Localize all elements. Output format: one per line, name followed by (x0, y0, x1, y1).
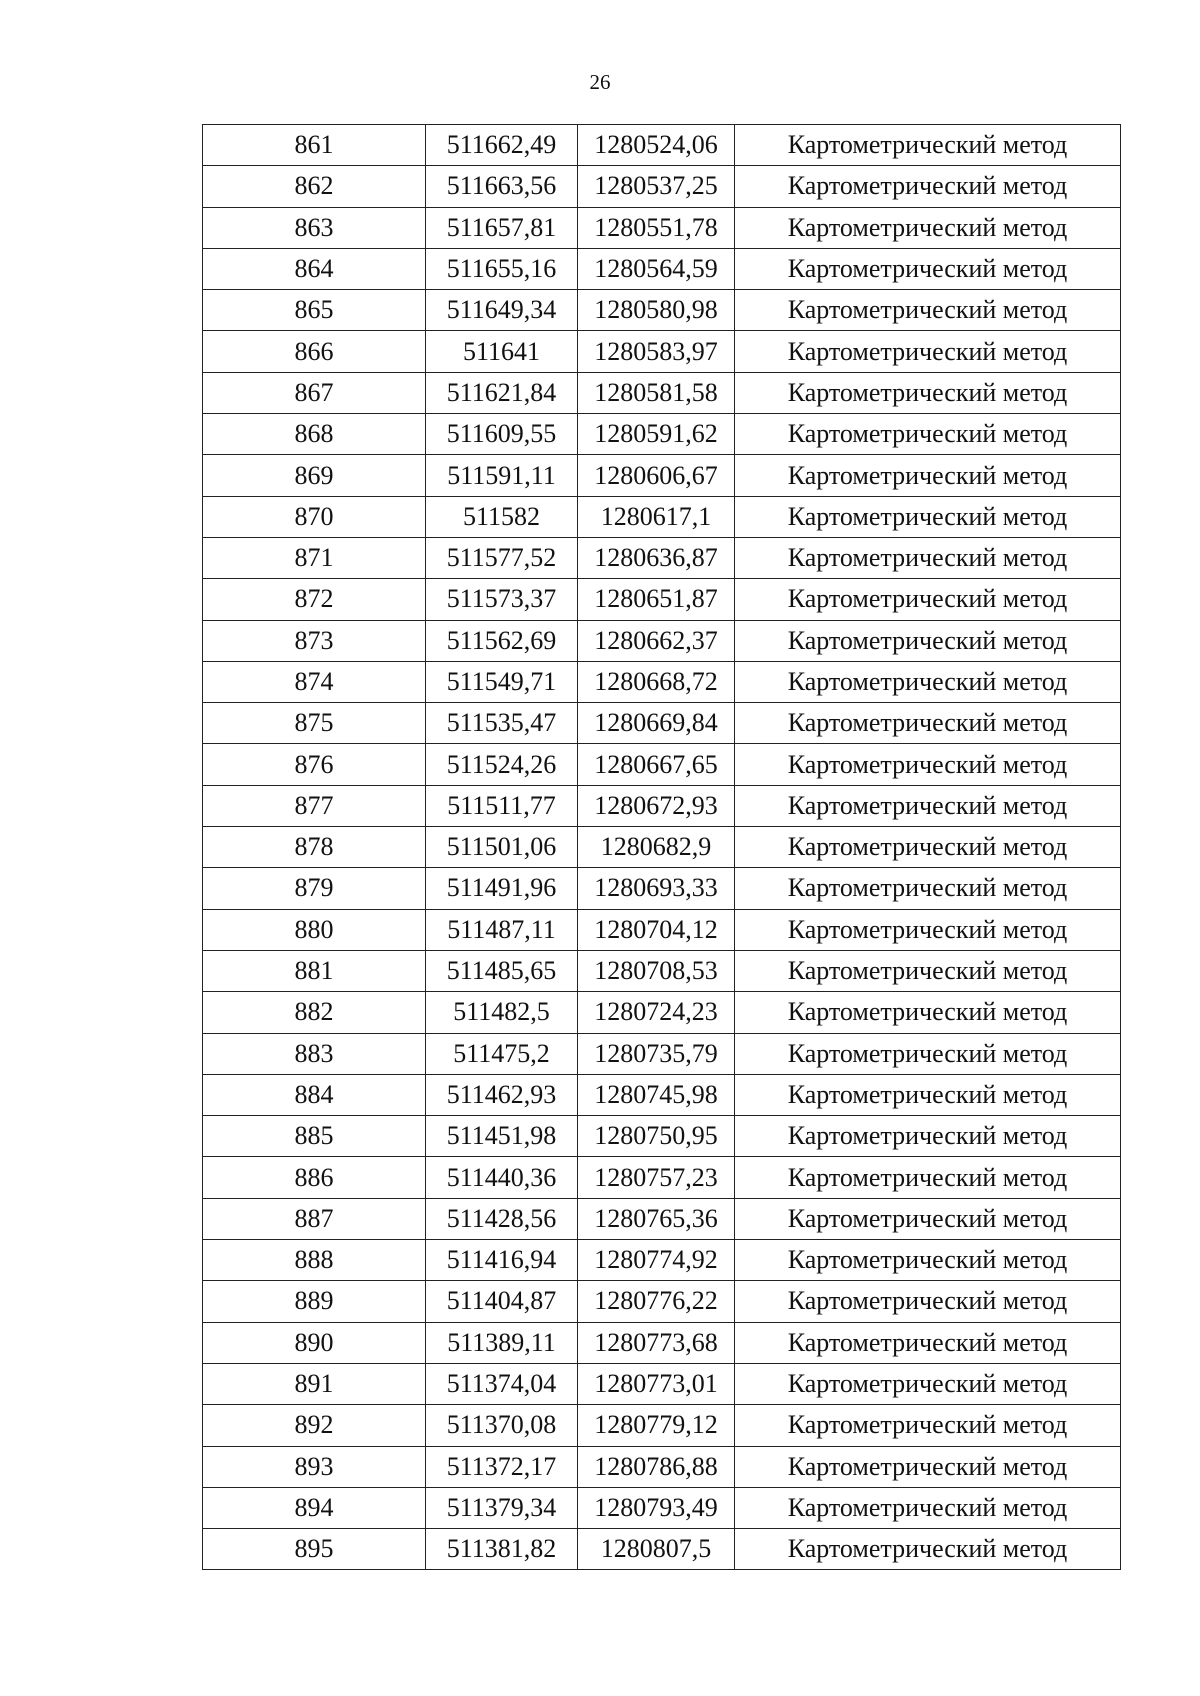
y-coordinate-cell: 1280667,65 (578, 744, 735, 785)
x-coordinate-cell: 511379,34 (426, 1487, 578, 1528)
method-cell: Картометрический метод (735, 1157, 1121, 1198)
point-number-cell: 883 (203, 1033, 426, 1074)
method-cell: Картометрический метод (735, 703, 1121, 744)
y-coordinate-cell: 1280786,88 (578, 1446, 735, 1487)
point-number-cell: 888 (203, 1240, 426, 1281)
method-cell: Картометрический метод (735, 290, 1121, 331)
x-coordinate-cell: 511451,98 (426, 1116, 578, 1157)
y-coordinate-cell: 1280672,93 (578, 785, 735, 826)
method-cell: Картометрический метод (735, 1363, 1121, 1404)
point-number-cell: 870 (203, 496, 426, 537)
coordinates-table-body (203, 125, 1121, 1570)
table-row (203, 703, 1121, 744)
method-cell: Картометрический метод (735, 166, 1121, 207)
y-coordinate-cell: 1280581,58 (578, 372, 735, 413)
method-cell: Картометрический метод (735, 620, 1121, 661)
method-cell: Картометрический метод (735, 909, 1121, 950)
x-coordinate-cell: 511549,71 (426, 661, 578, 702)
y-coordinate-cell: 1280750,95 (578, 1116, 735, 1157)
y-coordinate-cell: 1280682,9 (578, 827, 735, 868)
y-coordinate-cell: 1280708,53 (578, 950, 735, 991)
method-cell: Картометрический метод (735, 455, 1121, 496)
point-number-cell: 874 (203, 661, 426, 702)
y-coordinate-cell: 1280704,12 (578, 909, 735, 950)
y-coordinate-cell: 1280617,1 (578, 496, 735, 537)
y-coordinate-cell: 1280583,97 (578, 331, 735, 372)
y-coordinate-cell: 1280779,12 (578, 1405, 735, 1446)
table-row (203, 125, 1121, 166)
table-row (203, 992, 1121, 1033)
point-number-cell: 866 (203, 331, 426, 372)
table-row (203, 909, 1121, 950)
y-coordinate-cell: 1280537,25 (578, 166, 735, 207)
point-number-cell: 894 (203, 1487, 426, 1528)
x-coordinate-cell: 511462,93 (426, 1074, 578, 1115)
method-cell: Картометрический метод (735, 207, 1121, 248)
method-cell: Картометрический метод (735, 331, 1121, 372)
table-row (203, 372, 1121, 413)
x-coordinate-cell: 511562,69 (426, 620, 578, 661)
point-number-cell: 868 (203, 414, 426, 455)
point-number-cell: 882 (203, 992, 426, 1033)
x-coordinate-cell: 511381,82 (426, 1529, 578, 1570)
method-cell: Картометрический метод (735, 1529, 1121, 1570)
table-row (203, 248, 1121, 289)
y-coordinate-cell: 1280776,22 (578, 1281, 735, 1322)
x-coordinate-cell: 511475,2 (426, 1033, 578, 1074)
y-coordinate-cell: 1280745,98 (578, 1074, 735, 1115)
x-coordinate-cell: 511609,55 (426, 414, 578, 455)
table-row (203, 1405, 1121, 1446)
y-coordinate-cell: 1280765,36 (578, 1198, 735, 1239)
point-number-cell: 867 (203, 372, 426, 413)
method-cell: Картометрический метод (735, 661, 1121, 702)
point-number-cell: 890 (203, 1322, 426, 1363)
method-cell: Картометрический метод (735, 785, 1121, 826)
y-coordinate-cell: 1280774,92 (578, 1240, 735, 1281)
y-coordinate-cell: 1280551,78 (578, 207, 735, 248)
x-coordinate-cell: 511491,96 (426, 868, 578, 909)
coordinates-table (202, 124, 1121, 1570)
x-coordinate-cell: 511485,65 (426, 950, 578, 991)
point-number-cell: 884 (203, 1074, 426, 1115)
y-coordinate-cell: 1280807,5 (578, 1529, 735, 1570)
table-row (203, 950, 1121, 991)
method-cell: Картометрический метод (735, 125, 1121, 166)
table-row (203, 1074, 1121, 1115)
point-number-cell: 875 (203, 703, 426, 744)
table-row (203, 1281, 1121, 1322)
y-coordinate-cell: 1280773,01 (578, 1363, 735, 1404)
point-number-cell: 889 (203, 1281, 426, 1322)
y-coordinate-cell: 1280636,87 (578, 537, 735, 578)
y-coordinate-cell: 1280524,06 (578, 125, 735, 166)
y-coordinate-cell: 1280662,37 (578, 620, 735, 661)
point-number-cell: 873 (203, 620, 426, 661)
y-coordinate-cell: 1280669,84 (578, 703, 735, 744)
point-number-cell: 895 (203, 1529, 426, 1570)
method-cell: Картометрический метод (735, 414, 1121, 455)
table-row (203, 744, 1121, 785)
method-cell: Картометрический метод (735, 1240, 1121, 1281)
method-cell: Картометрический метод (735, 1446, 1121, 1487)
table-row (203, 785, 1121, 826)
table-row (203, 661, 1121, 702)
method-cell: Картометрический метод (735, 950, 1121, 991)
table-row (203, 868, 1121, 909)
x-coordinate-cell: 511389,11 (426, 1322, 578, 1363)
y-coordinate-cell: 1280793,49 (578, 1487, 735, 1528)
table-row (203, 1157, 1121, 1198)
point-number-cell: 865 (203, 290, 426, 331)
point-number-cell: 872 (203, 579, 426, 620)
table-row (203, 1529, 1121, 1570)
table-row (203, 1116, 1121, 1157)
y-coordinate-cell: 1280735,79 (578, 1033, 735, 1074)
table-row (203, 827, 1121, 868)
method-cell: Картометрический метод (735, 1198, 1121, 1239)
point-number-cell: 886 (203, 1157, 426, 1198)
method-cell: Картометрический метод (735, 992, 1121, 1033)
x-coordinate-cell: 511372,17 (426, 1446, 578, 1487)
y-coordinate-cell: 1280606,67 (578, 455, 735, 496)
x-coordinate-cell: 511482,5 (426, 992, 578, 1033)
point-number-cell: 862 (203, 166, 426, 207)
point-number-cell: 863 (203, 207, 426, 248)
x-coordinate-cell: 511657,81 (426, 207, 578, 248)
point-number-cell: 880 (203, 909, 426, 950)
method-cell: Картометрический метод (735, 1116, 1121, 1157)
x-coordinate-cell: 511524,26 (426, 744, 578, 785)
method-cell: Картометрический метод (735, 1322, 1121, 1363)
method-cell: Картометрический метод (735, 372, 1121, 413)
x-coordinate-cell: 511370,08 (426, 1405, 578, 1446)
x-coordinate-cell: 511649,34 (426, 290, 578, 331)
table-row (203, 1446, 1121, 1487)
table-row (203, 1487, 1121, 1528)
method-cell: Картометрический метод (735, 1033, 1121, 1074)
x-coordinate-cell: 511582 (426, 496, 578, 537)
method-cell: Картометрический метод (735, 744, 1121, 785)
x-coordinate-cell: 511501,06 (426, 827, 578, 868)
x-coordinate-cell: 511621,84 (426, 372, 578, 413)
method-cell: Картометрический метод (735, 537, 1121, 578)
method-cell: Картометрический метод (735, 579, 1121, 620)
x-coordinate-cell: 511535,47 (426, 703, 578, 744)
table-row (203, 579, 1121, 620)
x-coordinate-cell: 511577,52 (426, 537, 578, 578)
method-cell: Картометрический метод (735, 868, 1121, 909)
point-number-cell: 893 (203, 1446, 426, 1487)
x-coordinate-cell: 511662,49 (426, 125, 578, 166)
x-coordinate-cell: 511440,36 (426, 1157, 578, 1198)
x-coordinate-cell: 511374,04 (426, 1363, 578, 1404)
x-coordinate-cell: 511655,16 (426, 248, 578, 289)
x-coordinate-cell: 511404,87 (426, 1281, 578, 1322)
point-number-cell: 885 (203, 1116, 426, 1157)
x-coordinate-cell: 511487,11 (426, 909, 578, 950)
point-number-cell: 876 (203, 744, 426, 785)
page-number: 26 (589, 70, 611, 94)
x-coordinate-cell: 511591,11 (426, 455, 578, 496)
table-row (203, 290, 1121, 331)
point-number-cell: 877 (203, 785, 426, 826)
method-cell: Картометрический метод (735, 1487, 1121, 1528)
x-coordinate-cell: 511511,77 (426, 785, 578, 826)
method-cell: Картометрический метод (735, 1405, 1121, 1446)
point-number-cell: 891 (203, 1363, 426, 1404)
y-coordinate-cell: 1280651,87 (578, 579, 735, 620)
table-row (203, 1363, 1121, 1404)
table-row (203, 620, 1121, 661)
point-number-cell: 871 (203, 537, 426, 578)
x-coordinate-cell: 511573,37 (426, 579, 578, 620)
y-coordinate-cell: 1280591,62 (578, 414, 735, 455)
table-row (203, 207, 1121, 248)
point-number-cell: 878 (203, 827, 426, 868)
point-number-cell: 861 (203, 125, 426, 166)
table-row (203, 455, 1121, 496)
method-cell: Картометрический метод (735, 827, 1121, 868)
point-number-cell: 887 (203, 1198, 426, 1239)
table-row (203, 496, 1121, 537)
y-coordinate-cell: 1280693,33 (578, 868, 735, 909)
method-cell: Картометрический метод (735, 1281, 1121, 1322)
table-row (203, 537, 1121, 578)
y-coordinate-cell: 1280757,23 (578, 1157, 735, 1198)
y-coordinate-cell: 1280668,72 (578, 661, 735, 702)
method-cell: Картометрический метод (735, 1074, 1121, 1115)
table-row (203, 166, 1121, 207)
method-cell: Картометрический метод (735, 248, 1121, 289)
point-number-cell: 879 (203, 868, 426, 909)
y-coordinate-cell: 1280773,68 (578, 1322, 735, 1363)
point-number-cell: 864 (203, 248, 426, 289)
table-row (203, 1322, 1121, 1363)
table-row (203, 414, 1121, 455)
y-coordinate-cell: 1280564,59 (578, 248, 735, 289)
table-row (203, 1240, 1121, 1281)
table-row (203, 331, 1121, 372)
y-coordinate-cell: 1280580,98 (578, 290, 735, 331)
x-coordinate-cell: 511428,56 (426, 1198, 578, 1239)
table-row (203, 1033, 1121, 1074)
x-coordinate-cell: 511416,94 (426, 1240, 578, 1281)
y-coordinate-cell: 1280724,23 (578, 992, 735, 1033)
method-cell: Картометрический метод (735, 496, 1121, 537)
x-coordinate-cell: 511641 (426, 331, 578, 372)
x-coordinate-cell: 511663,56 (426, 166, 578, 207)
table-row (203, 1198, 1121, 1239)
point-number-cell: 869 (203, 455, 426, 496)
point-number-cell: 892 (203, 1405, 426, 1446)
point-number-cell: 881 (203, 950, 426, 991)
